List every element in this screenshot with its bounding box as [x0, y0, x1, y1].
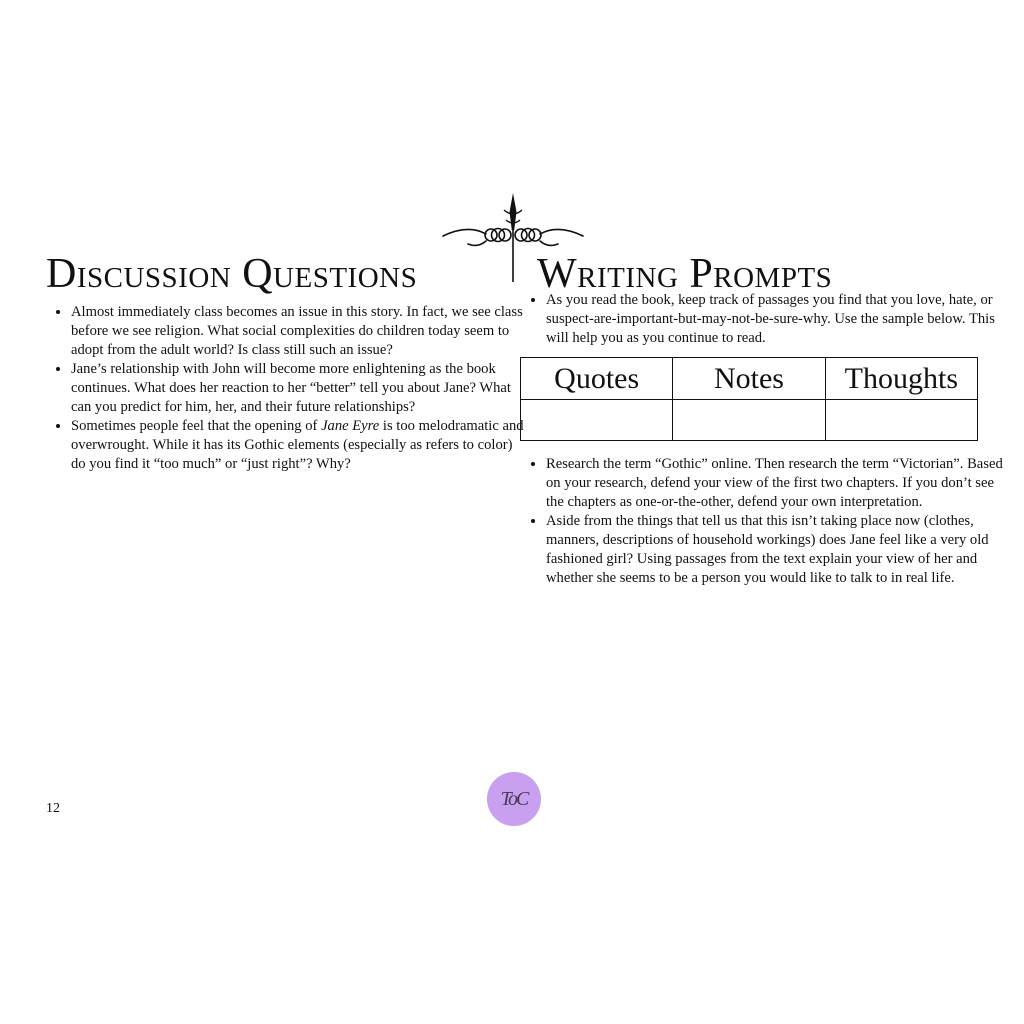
writing-prompt-2: • Aside from the things that tell us that this isn’t taking place now (clothes, manners, descriptions of household workings) does Jane feel like a very old fashioned girl? Using passages from the text explain your view of her and whether she seems to be a person you would like to talk to in real life.: [546, 512, 1006, 588]
page-number: 12: [46, 801, 60, 816]
writing-prompt-1: • Research the term “Gothic” online. Then research the term “Victorian”. Based on your research, defend your view of the first two chapters. If you don’t see the chapters as one-or-the-other, defend your own interpretation.: [546, 455, 1006, 512]
writing-prompts-intro-list: [522, 291, 1006, 348]
blank-cell-thoughts: [825, 400, 977, 441]
column-header-notes: Notes: [673, 358, 825, 400]
discussion-question-3: [71, 417, 526, 474]
blank-cell-notes: [673, 400, 825, 441]
book-title-jane-eyre: Jane Eyre: [321, 418, 380, 434]
sample-table-blank-row: [521, 400, 978, 441]
discussion-questions-heading: Discussion Questions: [46, 251, 418, 297]
writing-prompts-list: [522, 455, 1006, 588]
column-header-quotes: Quotes: [521, 358, 673, 400]
blank-cell-quotes: [521, 400, 673, 441]
discussion-question-1: • Almost immediately class becomes an issue in this story. In fact, we see class before we see religion. What social complexities do children today seem to adopt from the adult world? Is class still such an issue?: [71, 303, 526, 360]
column-header-thoughts: Thoughts: [825, 358, 977, 400]
discussion-question-2: • Jane’s relationship with John will become more enlightening as the book continues. What does her reaction to her “better” tell you about Jane? What can you predict for him, her, and their future relationships?: [71, 360, 526, 417]
toc-logo-text: ToC: [500, 787, 528, 810]
question-3-text-start: Sometimes people feel that the opening of: [71, 418, 322, 434]
sample-table-header-row: [521, 358, 978, 400]
question-3-text-end: is too melodramatic and overwrought. While it has its Gothic elements (especially as refers to color) do you find it “too much” or “just right”? Why?: [71, 418, 524, 472]
discussion-questions-list: [47, 303, 526, 474]
writing-prompts-heading: Writing Prompts: [537, 251, 833, 297]
writing-prompt-intro: • As you read the book, keep track of passages you find that you love, hate, or suspect-are-important-but-may-not-be-sure-why. Use the sample below. This will help you as you continue to read.: [546, 291, 1006, 348]
sample-notes-table: [520, 357, 978, 441]
toc-logo-badge: [487, 772, 541, 826]
